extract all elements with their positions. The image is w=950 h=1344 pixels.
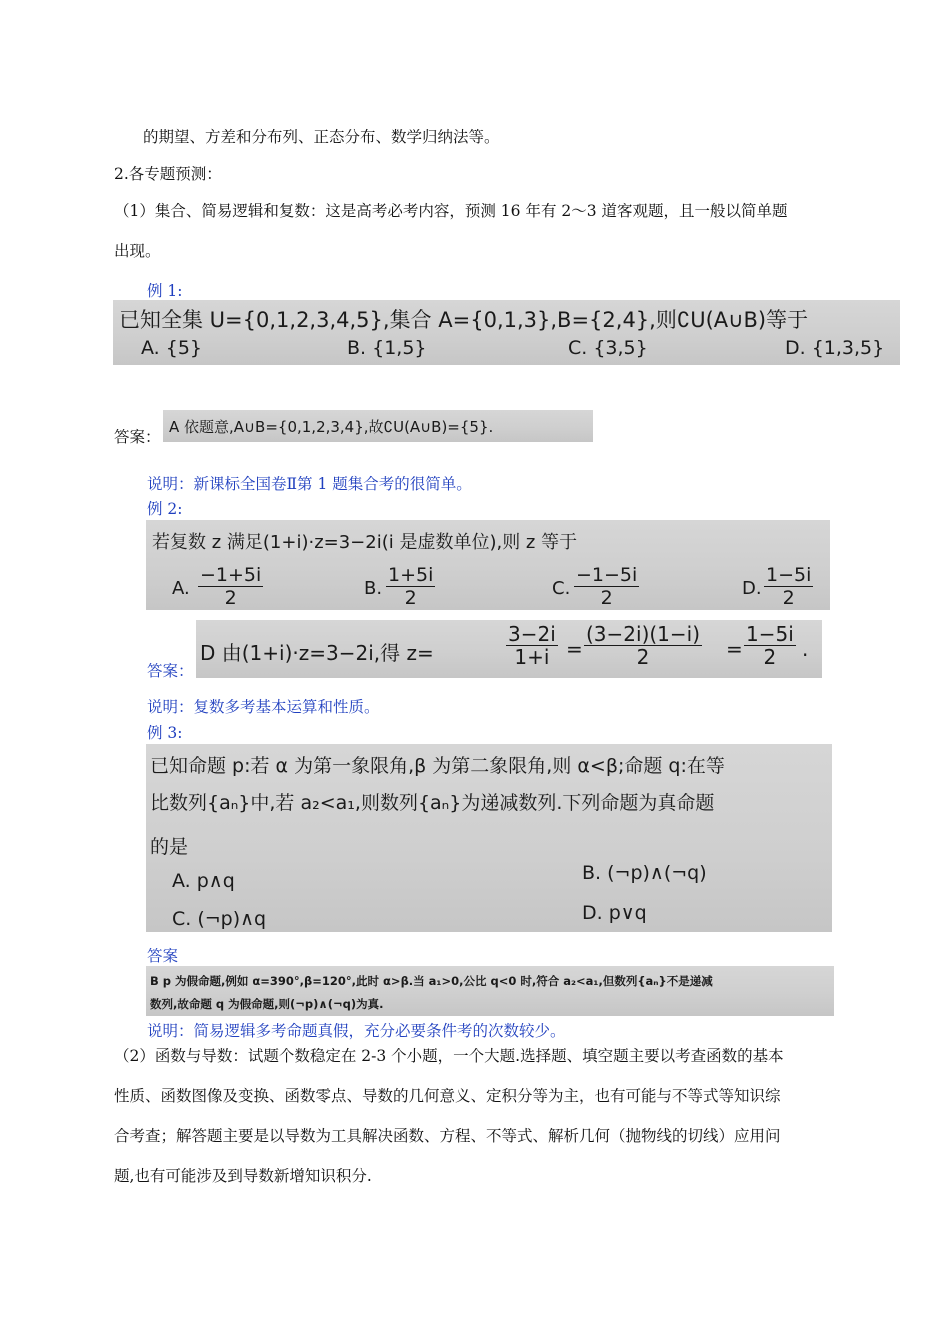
answer-3-line-2: 数列,故命题 q 为假命题,则(¬p)∧(¬q)为真. <box>150 997 384 1011</box>
example-3-line-2: 比数列{aₙ}中,若 a₂<a₁,则数列{aₙ}为递减数列.下列命题为真命题 <box>150 792 715 814</box>
note-1: 说明：新课标全国卷Ⅱ第 1 题集合考的很简单。 <box>147 475 472 493</box>
example-2-option-a-fraction <box>198 564 263 609</box>
paragraph-2-line-3: 合考查；解答题主要是以导数为工具解决函数、方程、不等式、解析几何（抛物线的切线）应用问 <box>114 1127 781 1145</box>
fraction-numerator: (3−2i)(1−i) <box>586 622 701 646</box>
example-1-stem: 已知全集 U={0,1,2,3,4,5},集合 A={0,1,3},B={2,4},则∁U(A∪B)等于 <box>119 308 809 332</box>
fraction-denominator: 2 <box>224 587 237 609</box>
fraction-denominator: 2 <box>600 587 613 609</box>
example-1-option-b: B. {1,5} <box>347 337 427 359</box>
answer-2-label: 答案： <box>147 662 194 680</box>
intro-line: 的期望、方差和分布列、正态分布、数学归纳法等。 <box>143 128 500 146</box>
answer-1-image <box>163 410 593 442</box>
fraction-numerator: 1−5i <box>746 622 794 646</box>
fraction-numerator: 1+5i <box>388 564 434 586</box>
answer-2-image <box>196 620 822 678</box>
paragraph-2-line-1: （2）函数与导数：试题个数稳定在 2-3 个小题，一个大题.选择题、填空题主要以考查函数的基本 <box>114 1047 784 1065</box>
example-2-option-d-letter: D. <box>742 578 762 599</box>
answer-2-fraction-2 <box>584 623 702 668</box>
answer-3-line-1: B p 为假命题,例如 α=390°,β=120°,此时 α>β.当 a₁>0,公比 q<0 时,符合 a₂<a₁,但数列{aₙ}不是递减 <box>150 974 713 988</box>
answer-3-label: 答案 <box>147 947 179 965</box>
answer-1-text: A 依题意,A∪B={0,1,2,3,4},故∁U(A∪B)={5}. <box>169 418 494 436</box>
fraction-denominator: 2 <box>763 645 777 669</box>
example-3-label: 例 3: <box>147 724 183 742</box>
answer-2-equals-2: = <box>726 637 743 661</box>
example-3-line-3: 的是 <box>150 836 189 858</box>
example-2-stem: 若复数 z 满足(1+i)·z=3−2i(i 是虚数单位),则 z 等于 <box>152 532 578 553</box>
example-2-option-c-fraction <box>574 564 639 609</box>
paragraph-1-line-2: 出现。 <box>114 242 161 260</box>
fraction-denominator: 2 <box>636 645 650 669</box>
note-2: 说明：复数多考基本运算和性质。 <box>147 698 380 716</box>
example-2-option-d-fraction <box>764 564 813 609</box>
fraction-numerator: −1−5i <box>576 564 638 586</box>
section-heading: 2.各专题预测： <box>114 165 222 183</box>
fraction-numerator: −1+5i <box>200 564 262 586</box>
example-2-label: 例 2: <box>147 500 183 518</box>
paragraph-2-line-2: 性质、函数图像及变换、函数零点、导数的几何意义、定积分等为主，也有可能与不等式等知识综 <box>114 1087 781 1105</box>
fraction-denominator: 2 <box>782 587 795 609</box>
paragraph-1-line-1: （1）集合、简易逻辑和复数：这是高考必考内容，预测 16 年有 2～3 道客观题，且一般以简单题 <box>114 202 788 220</box>
paragraph-2-line-4: 题,也有可能涉及到导数新增知识积分. <box>114 1167 372 1185</box>
example-3-line-1: 已知命题 p:若 α 为第一象限角,β 为第二象限角,则 α<β;命题 q:在等 <box>150 755 725 777</box>
example-3-option-a: A. p∧q <box>172 870 235 892</box>
note-3: 说明：简易逻辑多考命题真假，充分必要条件考的次数较少。 <box>147 1022 566 1040</box>
example-3-option-b: B. (¬p)∧(¬q) <box>582 862 707 884</box>
answer-2-fraction-3 <box>744 623 796 668</box>
fraction-denominator: 2 <box>404 587 417 609</box>
example-3-option-d: D. p∨q <box>582 902 647 924</box>
example-3-image <box>146 744 832 932</box>
example-1-option-a: A. {5} <box>141 337 203 359</box>
example-2-image <box>146 520 830 610</box>
example-1-option-d: D. {1,3,5} <box>785 337 885 359</box>
fraction-denominator: 1+i <box>514 645 550 669</box>
answer-2-equals-1: = <box>566 637 583 661</box>
fraction-numerator: 1−5i <box>766 564 812 586</box>
example-2-option-c-letter: C. <box>552 578 571 599</box>
example-3-option-c: C. (¬p)∧q <box>172 908 267 930</box>
answer-2-period: . <box>802 637 809 661</box>
fraction-numerator: 3−2i <box>508 622 556 646</box>
example-2-option-b-fraction <box>386 564 435 609</box>
answer-3-image <box>146 966 834 1016</box>
example-1-option-c: C. {3,5} <box>568 337 648 359</box>
answer-2-fraction-1 <box>506 623 558 668</box>
example-1-image <box>113 300 900 365</box>
example-2-option-b-letter: B. <box>364 578 383 599</box>
answer-2-prefix: D 由(1+i)·z=3−2i,得 z= <box>200 641 434 665</box>
answer-1-label: 答案： <box>114 428 161 446</box>
example-2-option-a-letter: A. <box>172 578 190 599</box>
example-1-label: 例 1: <box>147 282 183 300</box>
